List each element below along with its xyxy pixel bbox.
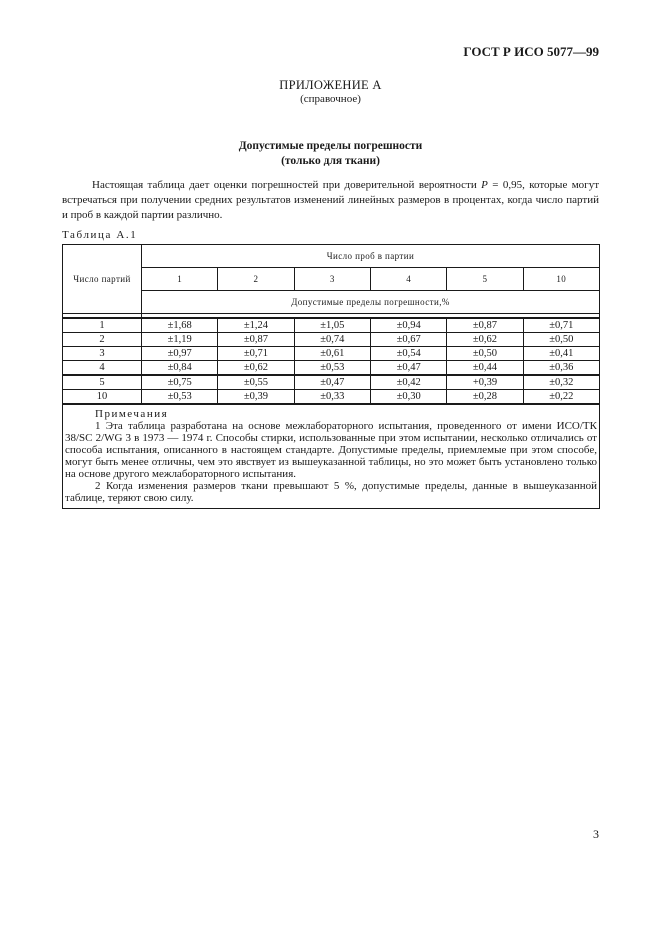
table-cell: ±0,94 [370, 318, 446, 333]
table-cell: +0,39 [447, 375, 523, 390]
table-cell: ±0,61 [294, 347, 370, 361]
table-cell: ±0,55 [218, 375, 294, 390]
table-cell: ±0,53 [142, 390, 218, 405]
note-1: 1 Эта таблица разработана на основе межлабораторного испытания, проведенного от имени ИСО/ТК 38/SC 2/WG 3 в 1973 — 1974 г. Способы стирки, использованные при этом испытании, несколько отличались от способа испытания, описанного в настоящем стандарте. Допустимые пределы, приемлемые при этом способе, могут быть менее отличны, чем это явствует из вышеуказанной таблицы, но это может быть установлено только на основе другого межлабораторного испытания. [65, 420, 597, 480]
table-row [63, 361, 600, 376]
table-cell: ±0,67 [370, 333, 446, 347]
table-cell: ±0,22 [523, 390, 599, 405]
table-cell: ±1,19 [142, 333, 218, 347]
heading-line-2: (только для ткани) [281, 155, 380, 167]
row-label: 2 [63, 333, 142, 347]
table-cell: ±0,87 [447, 318, 523, 333]
table-cell: ±0,75 [142, 375, 218, 390]
table-cell: ±0,97 [142, 347, 218, 361]
row-label: 5 [63, 375, 142, 390]
table-cell: ±0,47 [370, 361, 446, 376]
appendix-title: ПРИЛОЖЕНИЕ А [279, 78, 382, 92]
table-row [63, 375, 600, 390]
intro-p-symbol: P [481, 179, 488, 191]
table-cell: ±0,47 [294, 375, 370, 390]
row-header-cell: Число партий [63, 245, 142, 314]
intro-text-after: = 0,95, которые могут встречаться при получении средних результатов изменений линейных размеров в процентах, когда число партий и проб в каждой партии различно. [62, 179, 600, 221]
table-cell: ±0,30 [370, 390, 446, 405]
table-cell: ±0,32 [523, 375, 599, 390]
table-cell: ±0,33 [294, 390, 370, 405]
notes-title: Примечания [95, 408, 169, 420]
table-cell: ±0,71 [218, 347, 294, 361]
table-cell: ±0,41 [523, 347, 599, 361]
table-cell: ±0,84 [142, 361, 218, 376]
note-2: 2 Когда изменения размеров ткани превышают 5 %, допустимые пределы, данные в вышеуказанной таблице, теряют свою силу. [65, 480, 597, 504]
column-header: 1 [142, 268, 218, 291]
row-label: 1 [63, 318, 142, 333]
intro-paragraph [62, 178, 599, 223]
table-cell: ±1,05 [294, 318, 370, 333]
row-label: 4 [63, 361, 142, 376]
row-label: 10 [63, 390, 142, 405]
appendix-subtitle: (справочное) [300, 93, 361, 105]
table-cell: ±0,28 [447, 390, 523, 405]
row-label: 3 [63, 347, 142, 361]
table-cell: ±0,62 [218, 361, 294, 376]
appendix-title-block [0, 78, 661, 105]
table-cell: ±0,50 [447, 347, 523, 361]
column-header: 2 [218, 268, 294, 291]
table-row [63, 347, 600, 361]
table-cell: ±1,68 [142, 318, 218, 333]
table-block [62, 244, 600, 509]
section-heading [0, 139, 661, 169]
column-header: 10 [523, 268, 599, 291]
heading-line-1: Допустимые пределы погрешности [238, 140, 423, 152]
table-cell: ±1,24 [218, 318, 294, 333]
tolerance-subheader: Допустимые пределы погрешности,% [142, 291, 600, 314]
table-cell: ±0,44 [447, 361, 523, 376]
table-cell: ±0,54 [370, 347, 446, 361]
table-cell: ±0,50 [523, 333, 599, 347]
page-number: 3 [593, 827, 599, 841]
table-cell: ±0,53 [294, 361, 370, 376]
intro-text-before: Настоящая таблица дает оценки погрешностей при доверительной вероятности [92, 179, 482, 191]
standard-code: ГОСТ Р ИСО 5077—99 [463, 44, 599, 59]
table-cell: ±0,42 [370, 375, 446, 390]
tolerance-table [62, 244, 600, 405]
column-group-header: Число проб в партии [142, 245, 600, 268]
table-cell: ±0,87 [218, 333, 294, 347]
table-row [63, 390, 600, 405]
table-row [63, 333, 600, 347]
table-cell: ±0,71 [523, 318, 599, 333]
table-caption: Таблица А.1 [62, 229, 138, 241]
table-notes [62, 405, 600, 509]
column-header: 5 [447, 268, 523, 291]
table-row [63, 318, 600, 333]
column-header: 4 [370, 268, 446, 291]
table-cell: ±0,74 [294, 333, 370, 347]
column-header: 3 [294, 268, 370, 291]
table-cell: ±0,36 [523, 361, 599, 376]
table-cell: ±0,62 [447, 333, 523, 347]
table-cell: ±0,39 [218, 390, 294, 405]
